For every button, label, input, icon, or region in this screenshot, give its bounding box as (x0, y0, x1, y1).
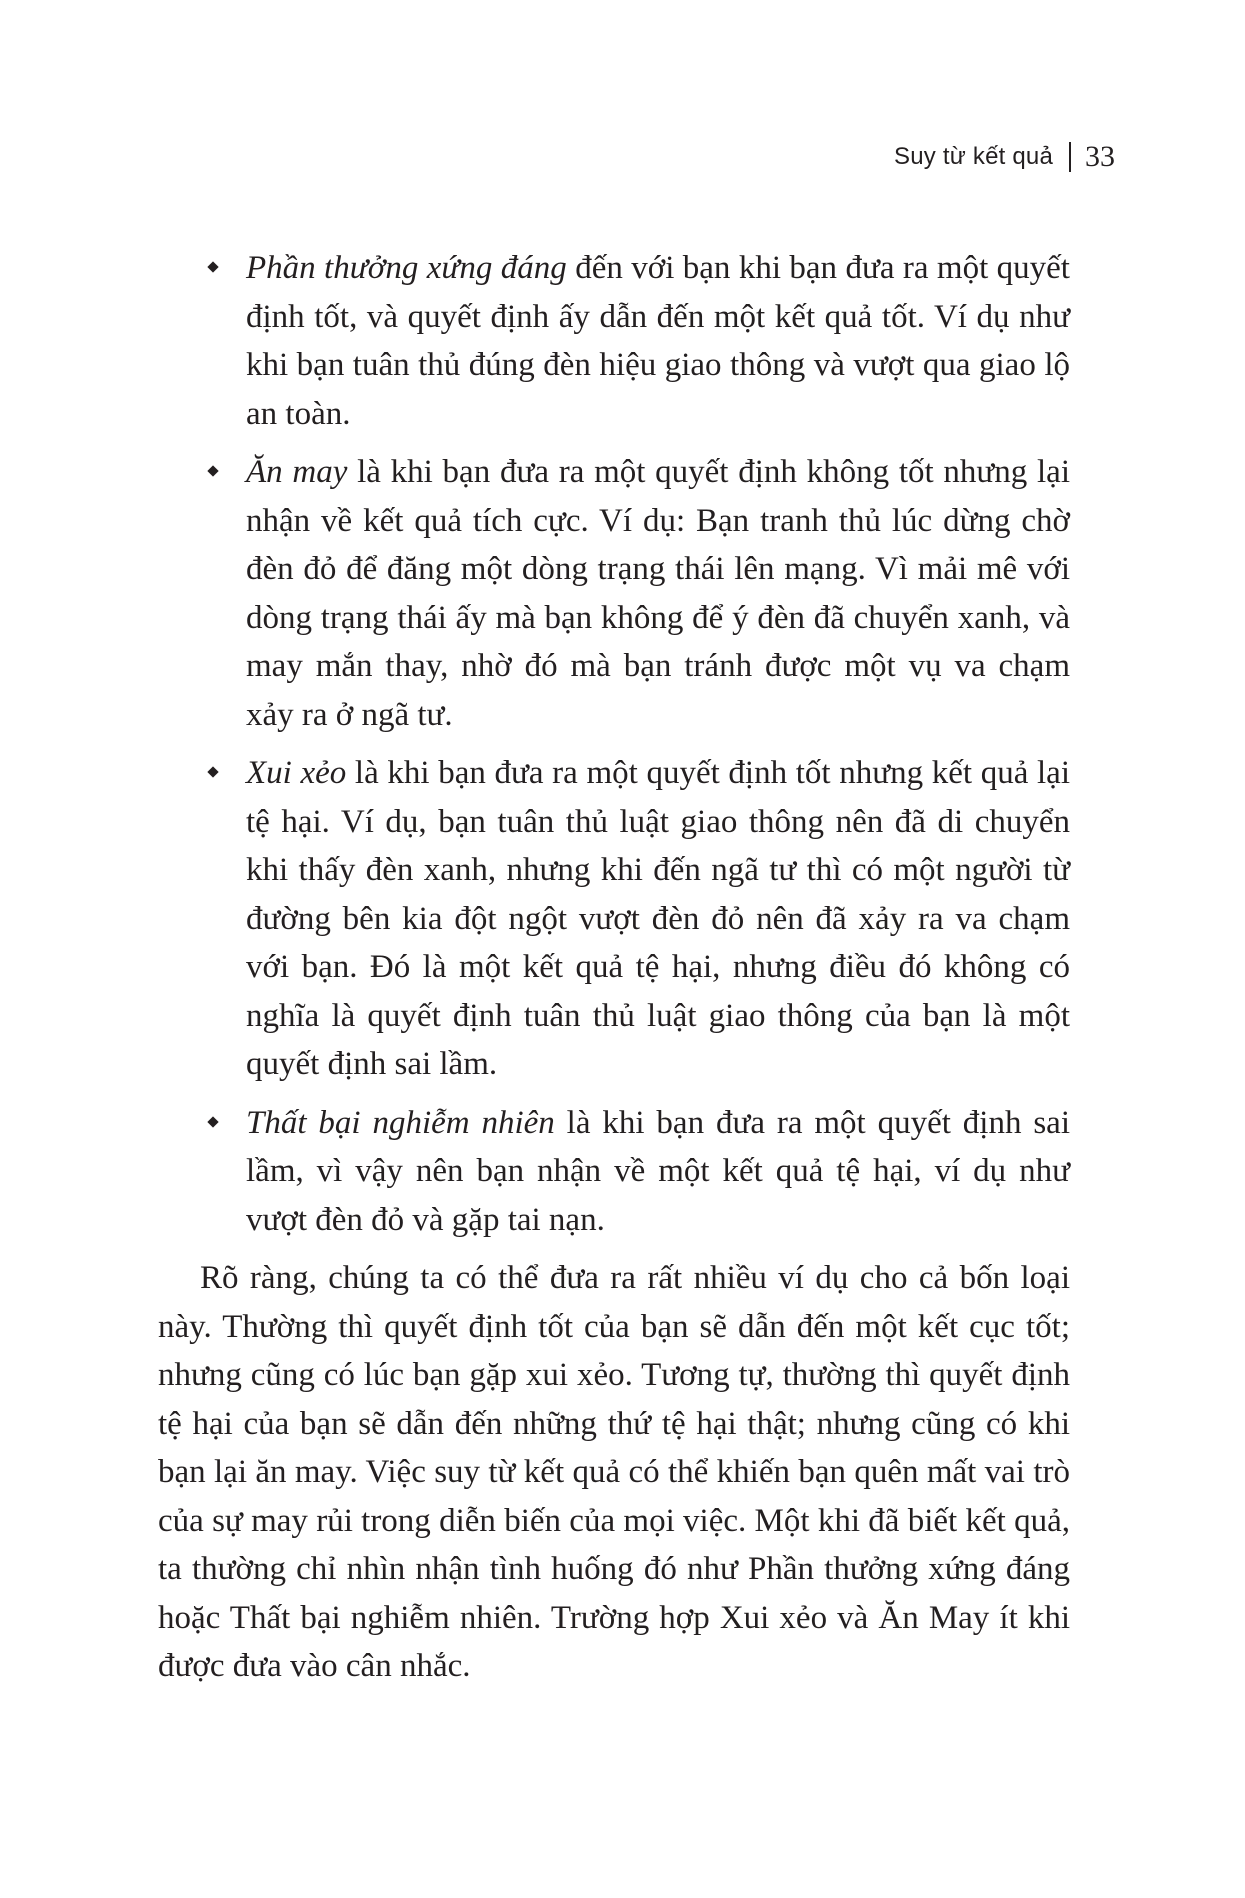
bullet-text: đến với bạn khi bạn đưa ra một quyết định tốt, và quyết định ấy dẫn đến một kết quả tốt. Ví dụ như khi bạn tuân thủ đúng đèn hiệu giao thông và vượt qua giao lộ an toàn. (246, 250, 1070, 432)
bullet-term: Xui xẻo (246, 755, 347, 791)
diamond-bullet-icon (207, 261, 218, 272)
bullet-list (158, 244, 1070, 1244)
header-divider (1069, 142, 1071, 172)
body-paragraph: Rõ ràng, chúng ta có thể đưa ra rất nhiều ví dụ cho cả bốn loại này. Thường thì quyết định tốt của bạn sẽ dẫn đến một kết cục tốt; nhưng cũng có lúc bạn gặp xui xẻo. Tương tự, thường thì quyết định tệ hại của bạn sẽ dẫn đến những thứ tệ hại thật; nhưng cũng có khi bạn lại ăn may. Việc suy từ kết quả có thể khiến bạn quên mất vai trò của sự may rủi trong diễn biến của mọi việc. Một khi đã biết kết quả, ta thường chỉ nhìn nhận tình huống đó như Phần thưởng xứng đáng hoặc Thất bại nghiễm nhiên. Trường hợp Xui xẻo và Ăn May ít khi được đưa vào cân nhắc. (158, 1260, 1070, 1684)
diamond-bullet-icon (207, 465, 218, 476)
page-number: 33 (1085, 140, 1115, 173)
diamond-bullet-icon (207, 766, 218, 777)
diamond-bullet-icon (207, 1116, 218, 1127)
bullet-item (158, 1099, 1070, 1245)
bullet-term: Ăn may (246, 454, 348, 490)
bullet-term: Phần thưởng xứng đáng (246, 250, 567, 286)
bullet-text: là khi bạn đưa ra một quyết định sai lầm, vì vậy nên bạn nhận về một kết quả tệ hại, ví dụ như vượt đèn đỏ và gặp tai nạn. (246, 1104, 1070, 1238)
running-header (894, 140, 1115, 174)
bullet-text: là khi bạn đưa ra một quyết định không tốt nhưng lại nhận về kết quả tích cực. Ví dụ: Bạn tranh thủ lúc dừng chờ đèn đỏ để đăng một dòng trạng thái lên mạng. Vì mải mê với dòng trạng thái ấy mà bạn không để ý đèn đã chuyển xanh, và may mắn thay, nhờ đó mà bạn tránh được một vụ va chạm xảy ra ở ngã tư. (246, 454, 1071, 733)
bullet-text: là khi bạn đưa ra một quyết định tốt nhưng kết quả lại tệ hại. Ví dụ, bạn tuân thủ luật giao thông nên đã di chuyển khi thấy đèn xanh, nhưng khi đến ngã tư thì có một người từ đường bên kia đột ngột vượt đèn đỏ nên đã xảy ra va chạm với bạn. Đó là một kết quả tệ hại, nhưng điều đó không có nghĩa là quyết định tuân thủ luật giao thông của bạn là một quyết định sai lầm. (246, 755, 1071, 1082)
bullet-item (158, 749, 1070, 1089)
bullet-item (158, 448, 1070, 739)
running-title: Suy từ kết quả (894, 143, 1053, 170)
bullet-item (158, 244, 1070, 438)
page-content (158, 244, 1070, 1691)
bullet-term: Thất bại nghiễm nhiên (246, 1104, 555, 1141)
